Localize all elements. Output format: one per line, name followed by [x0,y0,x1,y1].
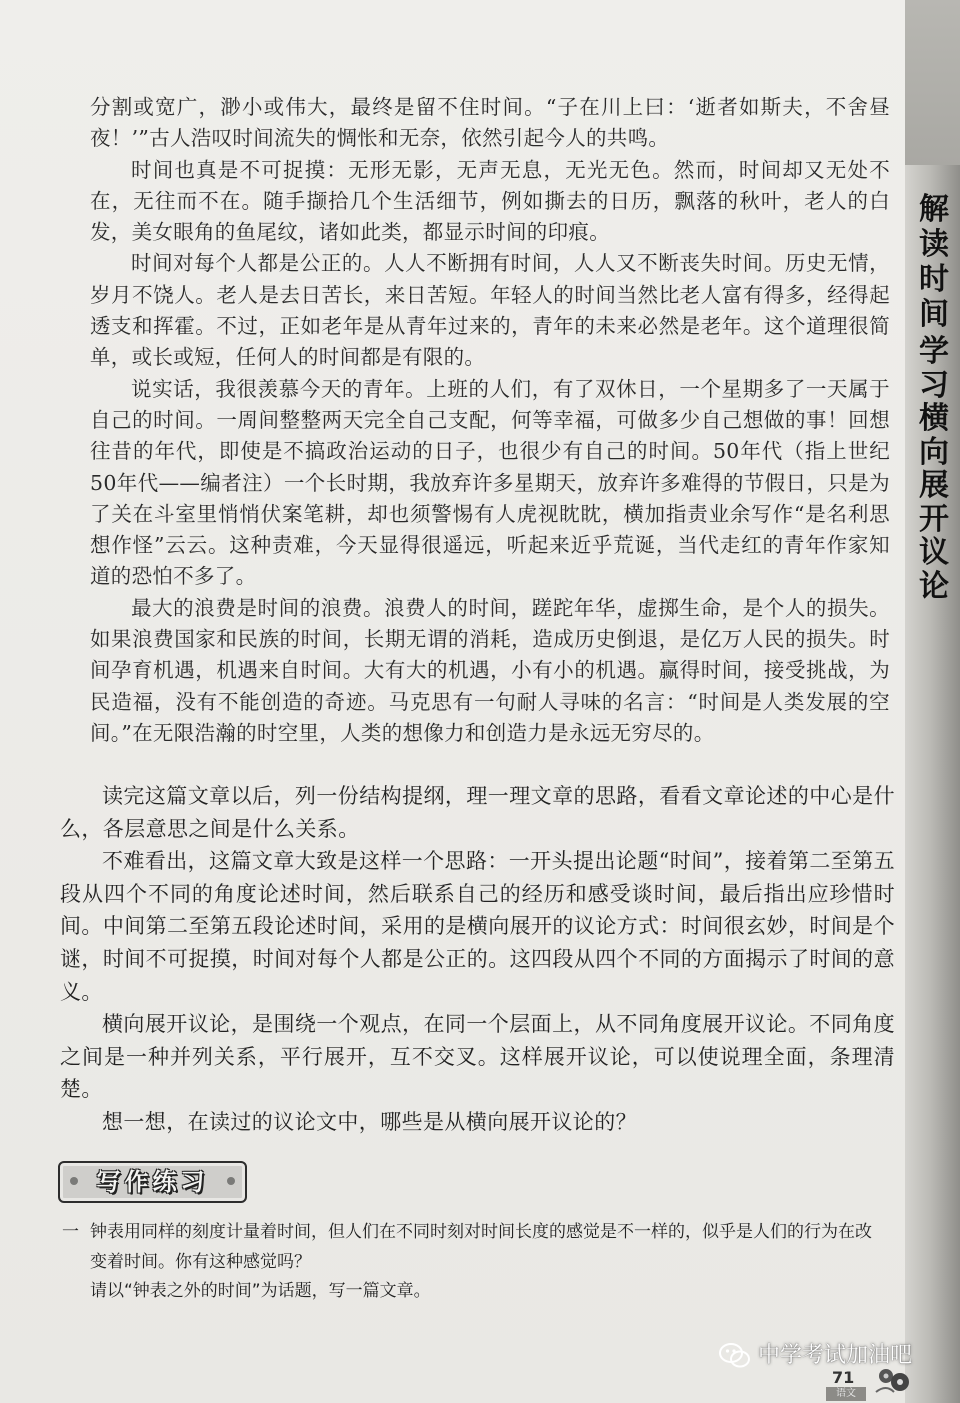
analysis-paragraph-2: 不难看出，这篇文章大致是这样一个思路：一开头提出论题“时间”，接着第二至第五段从四个不同的角度论述时间，然后联系自己的经历和感受谈时间，最后指出应珍惜时间。中间第二至第五段论述时间，采用的是横向展开的议论方式：时间很玄妙，时间是个谜，时间不可捉摸，时间对每个人都是公正的。这四段从四个不同的方面揭示了时间的意义。 [60,849,895,1004]
essay-paragraph-2: 时间也真是不可捉摸：无形无影，无声无息，无光无色。然而，时间却又无处不在，无往而不在。随手撷拾几个生活细节，例如撕去的日历，飘落的秋叶，老人的白发，美女眼角的鱼尾纹，诸如此类，都显示时间的印痕。 [90,157,890,245]
essay-paragraph-1: 分割或宽广，渺小或伟大，最终是留不住时间。“子在川上曰：‘逝者如斯夫，不舍昼夜！’”古人浩叹时间流失的惆怅和无奈，依然引起今人的共鸣。 [90,95,890,151]
exercise-number: 一 [62,1222,79,1242]
side-tab-cap [905,0,960,165]
analysis-paragraph-1: 读完这篇文章以后，列一份结构提纲，理一理文章的思路，看看文章论述的中心是什么，各层意思之间是什么关系。 [60,784,895,841]
exercise-body [90,1218,880,1307]
analysis-paragraph-3: 横向展开议论，是围绕一个观点，在同一个层面上，从不同角度展开议论。不同角度之间是一种并列关系，平行展开，互不交叉。这样展开议论，可以使说理全面，条理清楚。 [60,1012,895,1102]
wechat-icon [718,1341,752,1371]
essay-paragraph-4: 说实话，我很羡慕今天的青年。上班的人们，有了双休日，一个星期多了一天属于自己的时间。一周间整整两天完全自己支配，何等幸福，可做多少自己想做的事！回想往昔的年代，即使是不搞政治运动的日子，也很少有自己的时间。50年代（指上世纪50年代——编者注）一个长时期，我放弃许多星期天，放弃许多难得的节假日，只是为了关在斗室里悄悄伏案笔耕，却也须警惕有人虎视眈眈，横加指责业余写作“是名利思想作怪”云云。这种责难，今天显得很遥远，听起来近乎荒诞，当代走红的青年作家知道的恐怕不多了。 [90,376,890,589]
page-subject: 语文 [826,1387,866,1401]
flower-icon [874,1362,916,1398]
section-topic: 学习横向展开议论 [919,334,949,604]
banner-label: 写作练习 [96,1168,209,1196]
writing-practice-banner [58,1161,247,1203]
watermark-label: 中学考试加油吧 [758,1343,913,1368]
exercise-line: 钟表用同样的刻度计量着时间，但人们在不同时刻对时间长度的感觉是不一样的，似乎是人们的行为在改变着时间。你有这种感觉吗？ [90,1222,872,1272]
exercise-line: 请以“钟表之外的时间”为话题，写一篇文章。 [90,1281,431,1301]
essay-paragraph-3: 时间对每个人都是公正的。人人不断拥有时间，人人又不断丧失时间。历史无情，岁月不饶人。老人是去日苦长，来日苦短。年轻人的时间当然比老人富有得多，经得起透支和挥霍。不过，正如老年是从青年过来的，青年的未来必然是老年。这个道理很简单，或长或短，任何人的时间都是有限的。 [90,251,890,370]
chapter-title: 解读时间 [919,192,949,332]
analysis-paragraph-4: 想一想，在读过的议论文中，哪些是从横向展开议论的？ [102,1109,637,1134]
banner-dot-icon [227,1177,235,1185]
page-number: 71 [832,1368,855,1387]
essay-text [90,92,890,749]
analysis-text [60,780,895,1139]
essay-paragraph-5: 最大的浪费是时间的浪费。浪费人的时间，蹉跎年华，虚掷生命，是个人的损失。如果浪费国家和民族的时间，长期无谓的消耗，造成历史倒退，是亿万人民的损失。时间孕育机遇，机遇来自时间。大有大的机遇，小有小的机遇。赢得时间，接受挑战，为民造福，没有不能创造的奇迹。马克思有一句耐人寻味的名言：“时间是人类发展的空间。”在无限浩瀚的时空里，人类的想像力和创造力是永远无穷尽的。 [90,595,890,745]
